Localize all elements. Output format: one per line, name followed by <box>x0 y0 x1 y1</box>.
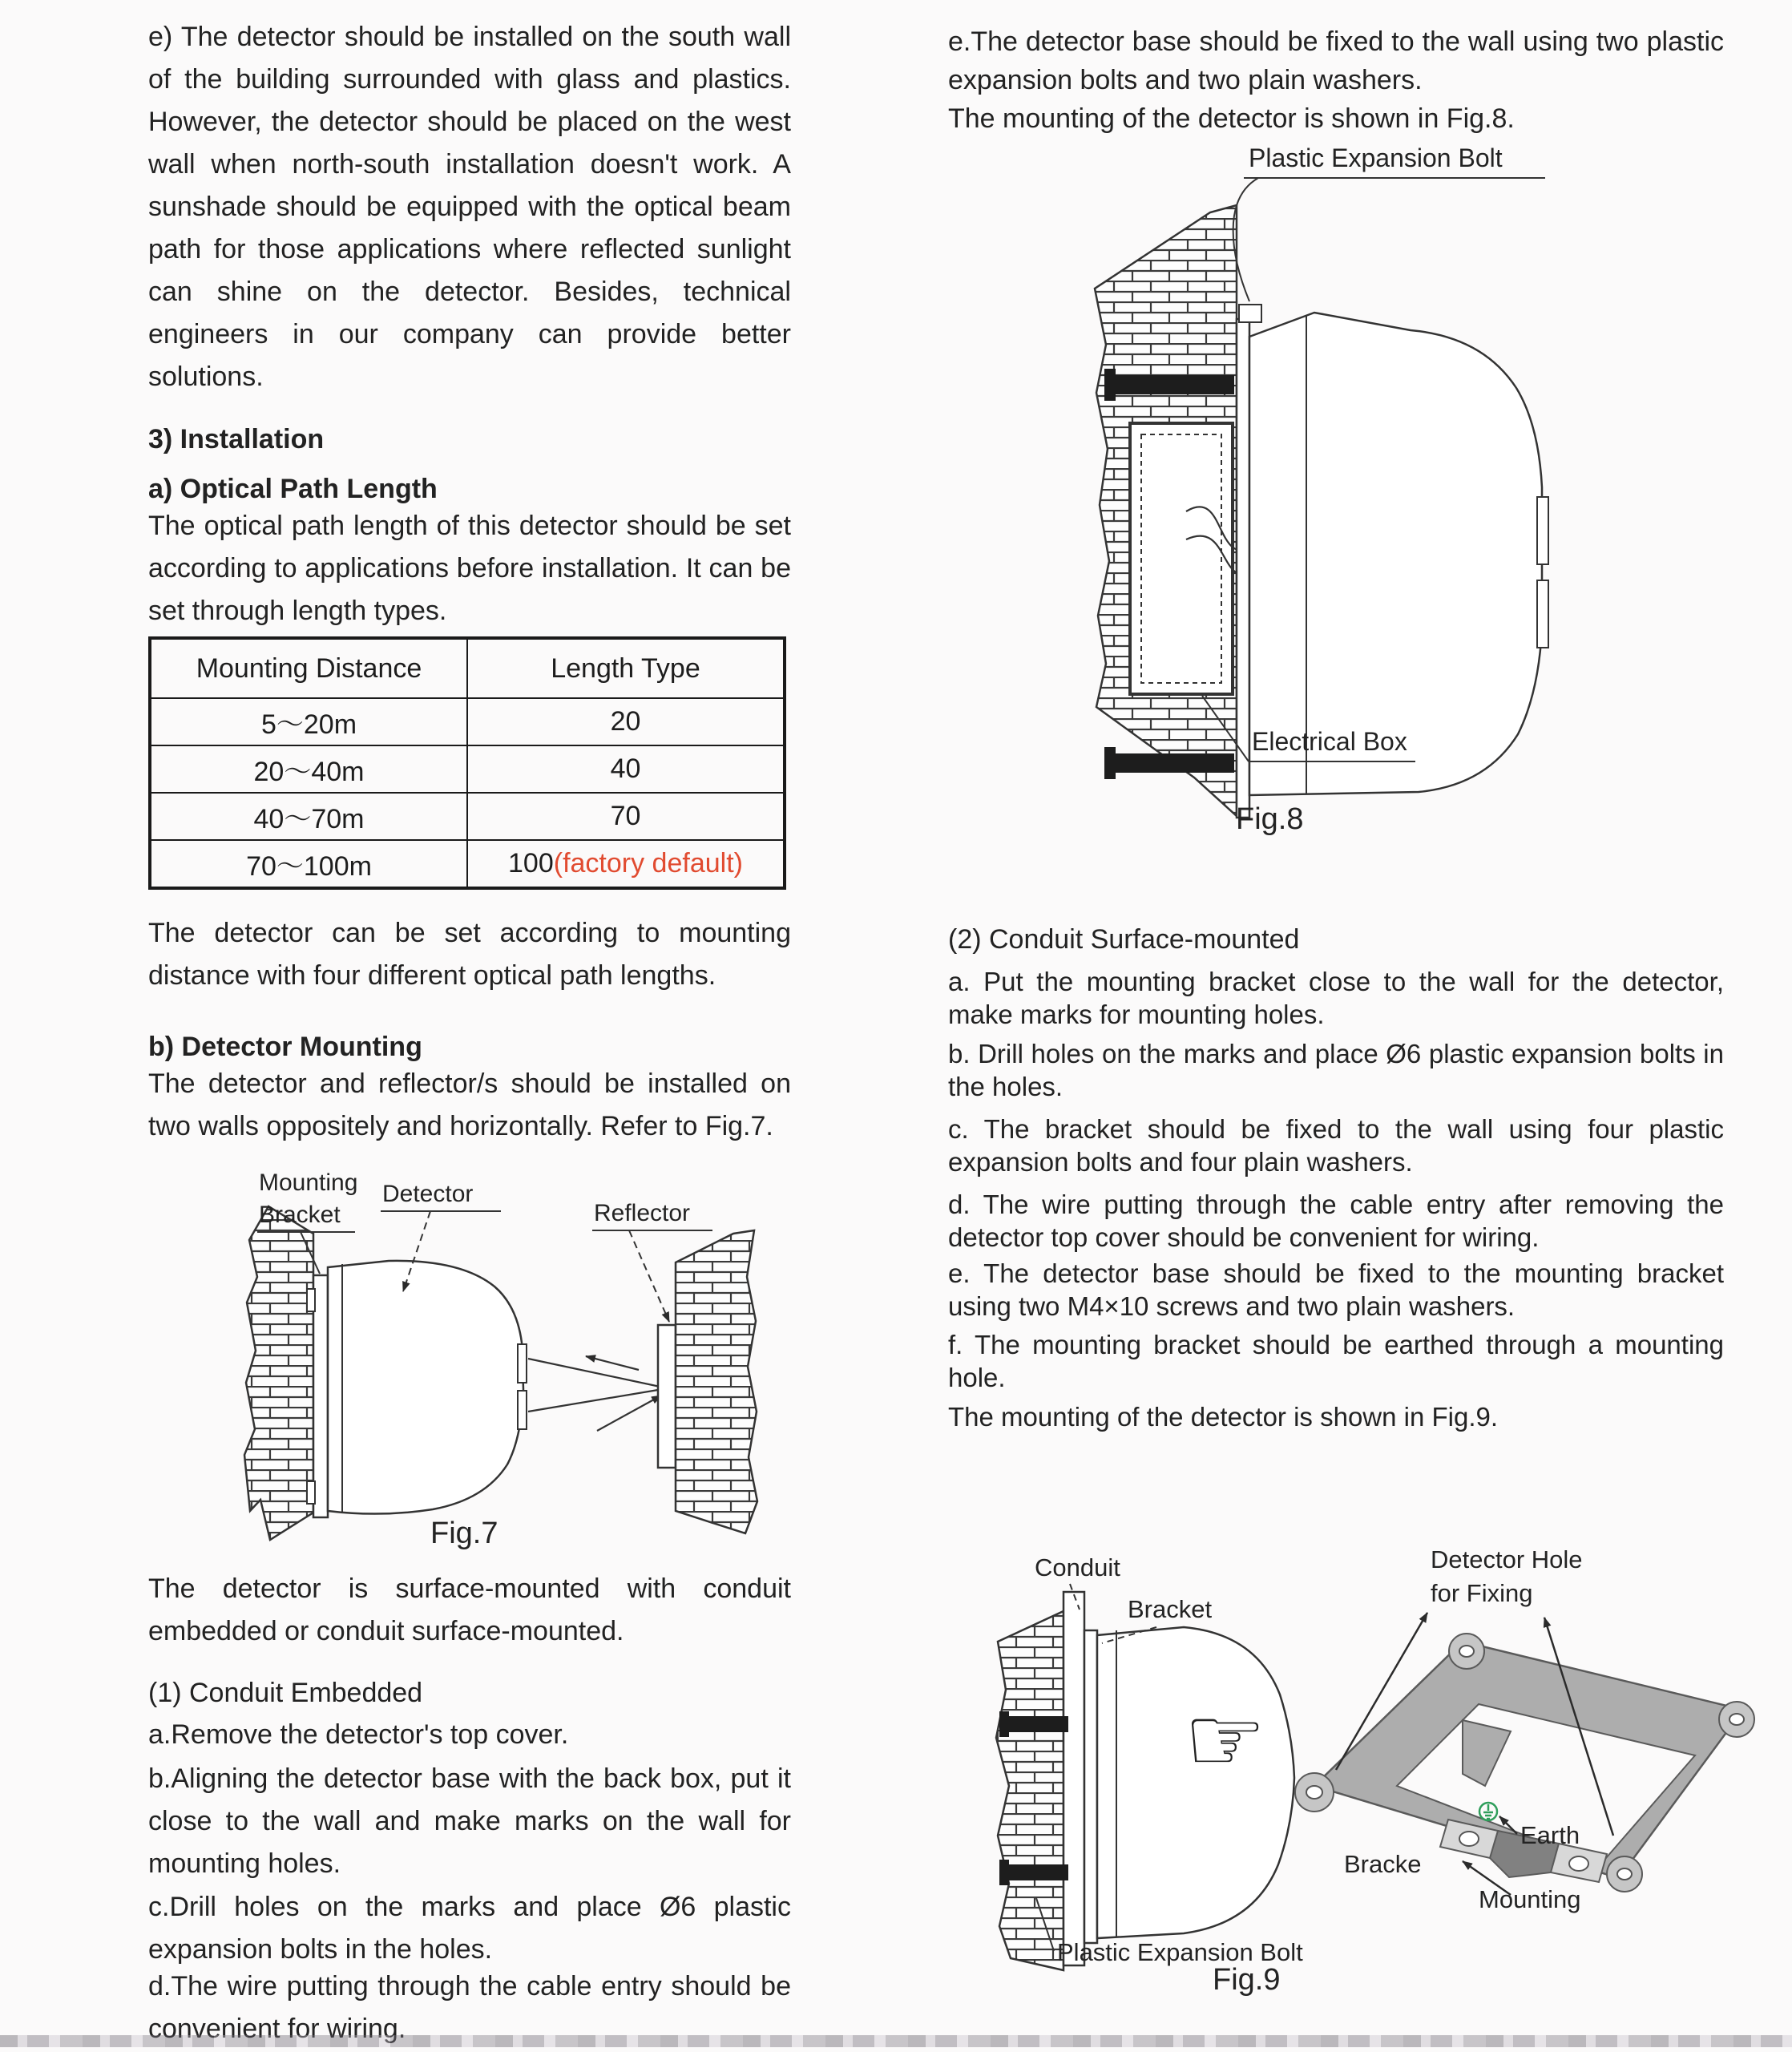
label-detector-hole-line1: Detector Hole <box>1431 1545 1583 1573</box>
table-cell-distance: 20〜40m <box>151 745 467 793</box>
table-row <box>151 793 784 840</box>
paragraph-table-note: The detector can be set according to mounting distance with four different optical path lengths. <box>148 918 791 991</box>
table-cell-length: 40 <box>467 745 784 793</box>
table-row <box>151 840 784 887</box>
table-header-mounting-distance: Mounting Distance <box>151 639 467 698</box>
detector-side-view <box>1249 313 1548 795</box>
label-detector: Detector <box>382 1181 474 1207</box>
paragraph-optical-path: The optical path length of this detector should be set according to applications before installation. It can be set through length types. <box>148 511 791 626</box>
step-b-surface: b. Drill holes on the marks and place Ø6 plastic expansion bolts in the holes. <box>948 1039 1724 1101</box>
pointing-hand-icon: ☞ <box>1184 1689 1267 1791</box>
factory-default-note: (factory default) <box>553 848 743 879</box>
optical-beam <box>528 1356 668 1431</box>
label-bracke: Bracke <box>1344 1850 1422 1878</box>
table-cell-length-default: 100(factory default) <box>467 840 784 887</box>
heading-conduit-surface-mounted: (2) Conduit Surface-mounted <box>948 924 1300 955</box>
table-cell-distance: 5〜20m <box>151 698 467 745</box>
figure-9 <box>950 1521 1759 2020</box>
step-e-surface: e. The detector base should be fixed to the mounting bracket using two M4×10 screws and two plain washers. <box>948 1258 1724 1321</box>
length-type-table <box>150 638 785 888</box>
step-f-surface: f. The mounting bracket should be earthed through a mounting hole. <box>948 1330 1724 1392</box>
paragraph-surface-mounted: The detector is surface-mounted with conduit embedded or conduit surface-mounted. <box>148 1573 791 1646</box>
reflector-drawing <box>658 1325 676 1468</box>
table-row <box>151 698 784 745</box>
step-d-surface: d. The wire putting through the cable entry after removing the detector top cover should be convenient for wiring. <box>948 1190 1724 1252</box>
paragraph-step-e-wall: e.The detector base should be fixed to the wall using two plastic expansion bolts and two plain washers. <box>948 26 1724 95</box>
label-bracket: Bracket <box>259 1202 341 1228</box>
table-cell-length: 70 <box>467 793 784 840</box>
step-a-surface: a. Put the mounting bracket close to the wall for the detector, make marks for mounting holes. <box>948 967 1724 1029</box>
label-detector-hole-line2: for Fixing <box>1431 1579 1533 1607</box>
step-b-embedded: b.Aligning the detector base with the back box, put it close to the wall and make marks on the wall for mounting holes. <box>148 1763 791 1879</box>
right-brick-wall <box>676 1230 757 1533</box>
heading-detector-mounting: b) Detector Mounting <box>148 1032 422 1062</box>
label-plastic-expansion-bolt: Plastic Expansion Bolt <box>1057 1938 1303 1966</box>
label-bracket: Bracket <box>1128 1595 1213 1623</box>
paragraph-south-wall: e) The detector should be installed on the south wall of the building surrounded with glass and plastics. However, the detector should be placed on the west wall when north-south installation doesn't work. A sunshade should be equipped with the optical beam path for those applications where reflected sunlight can shine on the detector. Besides, technical engineers in our company can provide better solutions. <box>148 22 791 392</box>
bracket-plate <box>1084 1630 1097 1943</box>
heading-conduit-embedded: (1) Conduit Embedded <box>148 1678 423 1708</box>
table-header-row <box>151 639 784 698</box>
table-cell-distance: 40〜70m <box>151 793 467 840</box>
figure-7 <box>148 1157 837 1557</box>
table-cell-distance: 70〜100m <box>151 840 467 887</box>
step-d-embedded: d.The wire putting through the cable entry should be convenient for wiring. <box>148 1971 791 2044</box>
figure-8 <box>1066 135 1627 840</box>
figure-8-caption: Fig.8 <box>1236 802 1304 836</box>
figure-7-caption: Fig.7 <box>430 1517 498 1550</box>
detector-drawing <box>328 1261 527 1514</box>
table-header-length-type: Length Type <box>467 639 784 698</box>
conduit-drawing <box>1063 1592 1084 1965</box>
step-c-embedded: c.Drill holes on the marks and place Ø6 plastic expansion bolts in the holes. <box>148 1892 791 1965</box>
label-conduit: Conduit <box>1035 1553 1120 1581</box>
figure-9-caption: Fig.9 <box>1213 1963 1281 1997</box>
table-cell-length: 20 <box>467 698 784 745</box>
step-c-surface: c. The bracket should be fixed to the wall using four plastic expansion bolts and four plain washers. <box>948 1114 1724 1177</box>
step-a-embedded: a.Remove the detector's top cover. <box>148 1719 569 1750</box>
heading-installation: 3) Installation <box>148 424 325 454</box>
label-reflector: Reflector <box>594 1200 691 1226</box>
label-earth: Earth <box>1520 1821 1580 1849</box>
paragraph-see-fig8: The mounting of the detector is shown in Fig.8. <box>948 103 1515 134</box>
label-mounting: Mounting <box>1479 1885 1581 1913</box>
heading-optical-path-length: a) Optical Path Length <box>148 474 438 504</box>
brick-wall <box>996 1611 1063 1970</box>
left-brick-wall <box>244 1206 313 1540</box>
label-electrical-box: Electrical Box <box>1252 727 1407 756</box>
label-mounting: Mounting <box>259 1169 358 1196</box>
paragraph-see-fig9: The mounting of the detector is shown in Fig.9. <box>948 1402 1499 1432</box>
paragraph-detector-mounting: The detector and reflector/s should be installed on two walls oppositely and horizontally. Refer to Fig.7. <box>148 1068 791 1141</box>
table-row <box>151 745 784 793</box>
scan-artifact-band <box>0 2035 1792 2047</box>
label-plastic-expansion-bolt: Plastic Expansion Bolt <box>1249 143 1503 172</box>
